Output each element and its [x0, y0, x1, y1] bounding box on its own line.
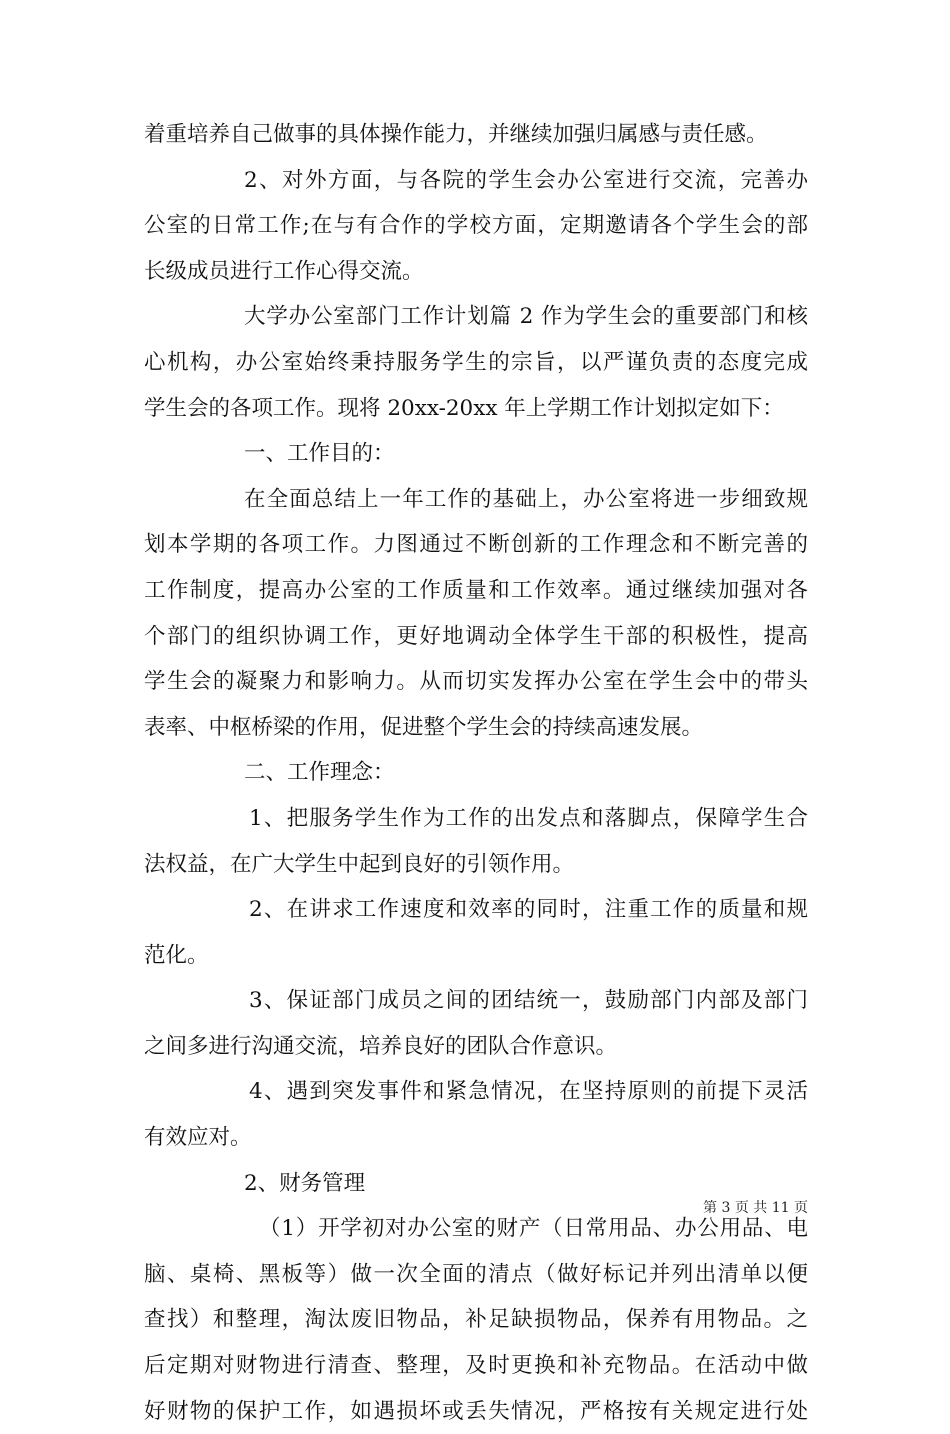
- text-line: 2、在讲求工作速度和效率的同时，注重工作的质量和规: [249, 897, 808, 923]
- text-line: 法权益，在广大学生中起到良好的引领作用。: [144, 851, 575, 877]
- text-line: 查找）和整理，淘汰废旧物品，补足缺损物品，保养有用物品。之: [144, 1307, 808, 1333]
- text-line: 范化。: [144, 942, 209, 968]
- text-line: 心机构，办公室始终秉持服务学生的宗旨，以严谨负责的态度完成: [144, 349, 808, 375]
- text-line: 公室的日常工作;在与有合作的学校方面，定期邀请各个学生会的部: [144, 213, 808, 239]
- text-line: 表率、中枢桥梁的作用，促进整个学生会的持续高速发展。: [144, 714, 704, 740]
- text-line: 脑、桌椅、黑板等）做一次全面的清点（做好标记并列出清单以便: [144, 1261, 808, 1287]
- text-line: 个部门的组织协调工作，更好地调动全体学生干部的积极性，提高: [144, 623, 808, 649]
- text-line: 学生会的凝聚力和影响力。从而切实发挥办公室在学生会中的带头: [144, 669, 808, 695]
- text-line: 有效应对。: [144, 1125, 252, 1151]
- text-line: 之间多进行沟通交流，培养良好的团队合作意识。: [144, 1033, 618, 1059]
- text-line: 3、保证部门成员之间的团结统一，鼓励部门内部及部门: [249, 988, 808, 1014]
- text-line: 长级成员进行工作心得交流。: [144, 258, 424, 284]
- text-line: 着重培养自己做事的具体操作能力，并继续加强归属感与责任感。: [144, 122, 768, 147]
- document-body: [144, 112, 808, 1434]
- text-line: 2、对外方面，与各院的学生会办公室进行交流，完善办: [244, 167, 808, 193]
- text-line: 大学办公室部门工作计划篇 2 作为学生会的重要部门和核: [244, 304, 808, 330]
- text-line: 在全面总结上一年工作的基础上，办公室将进一步细致规: [244, 486, 808, 512]
- text-line: 1、把服务学生作为工作的出发点和落脚点，保障学生合: [249, 805, 808, 831]
- text-line: （1）开学初对办公室的财产（日常用品、办公用品、电: [259, 1216, 808, 1242]
- page-number: 第 3 页 共 11 页: [703, 1200, 808, 1216]
- text-line: 好财物的保护工作，如遇损坏或丢失情况，严格按有关规定进行处: [144, 1398, 808, 1424]
- section-heading: 二、工作理念：: [244, 760, 395, 786]
- text-line: 学生会的各项工作。现将 20xx-20xx 年上学期工作计划拟定如下：: [144, 395, 784, 421]
- section-heading: 一、工作目的：: [244, 441, 395, 467]
- section-heading: 2、财务管理: [244, 1170, 366, 1196]
- text-line: 4、遇到突发事件和紧急情况，在坚持原则的前提下灵活: [249, 1079, 808, 1105]
- text-line: 划本学期的各项工作。力图通过不断创新的工作理念和不断完善的: [144, 532, 808, 558]
- text-line: 后定期对财物进行清查、整理，及时更换和补充物品。在活动中做: [144, 1353, 808, 1379]
- text-line: 工作制度，提高办公室的工作质量和工作效率。通过继续加强对各: [144, 577, 808, 603]
